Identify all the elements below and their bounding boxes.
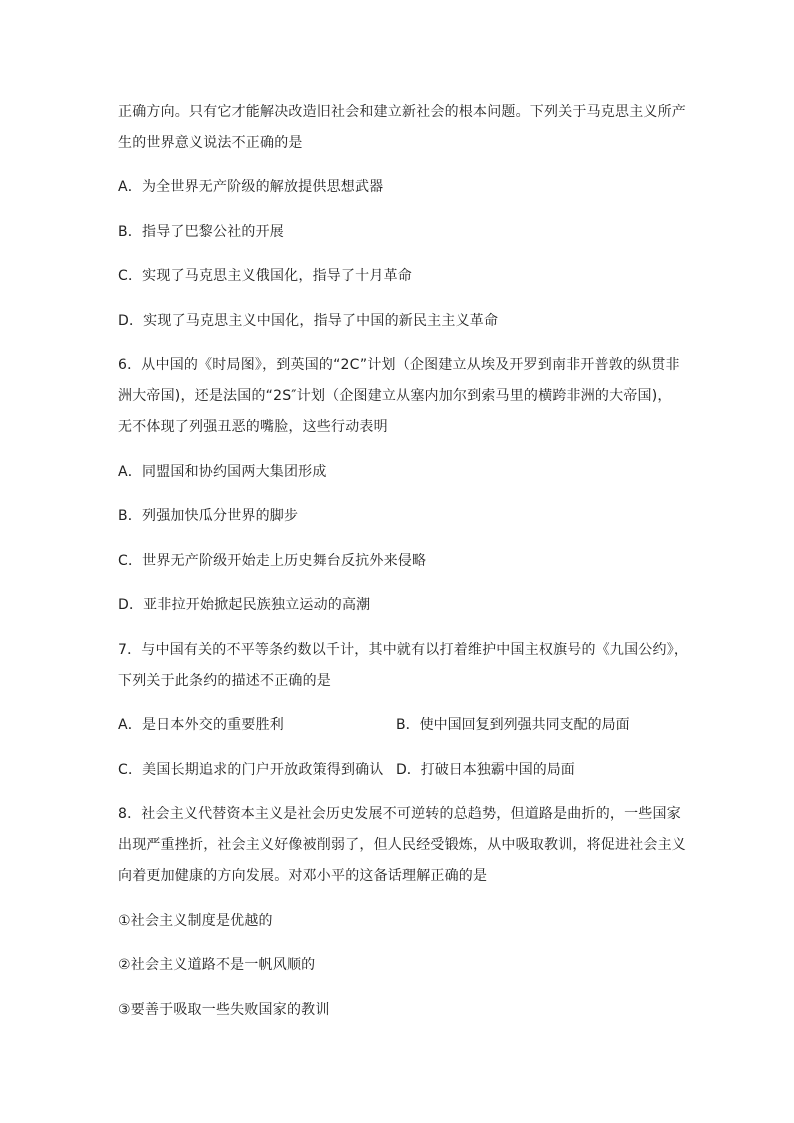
q6-option-a: A．同盟国和协约国两大集团形成: [118, 464, 327, 480]
q6-option-c: C．世界无产阶级开始走上历史舞台反抗外来侵略: [118, 553, 427, 569]
q6-option-d: D．亚非拉开始掀起民族独立运动的高潮: [118, 597, 371, 613]
q7-option-b: B．使中国回复到列强共同支配的局面: [396, 717, 630, 733]
q5-option-b: B．指导了巴黎公社的开展: [118, 224, 285, 240]
q5-text-line-2: 生的世界意义说法不正确的是: [118, 135, 303, 151]
q5-text-line-1: 正确方向。只有它才能解决改造旧社会和建立新社会的根本问题。下列关于马克思主义所产: [118, 104, 686, 120]
q7-text-line-2: 下列关于此条约的描述不正确的是: [118, 673, 331, 689]
q7-option-d: D．打破日本独霸中国的局面: [396, 762, 575, 778]
q8-item-1: ①社会主义制度是优越的: [118, 913, 273, 929]
q5-option-a: A．为全世界无产阶级的解放提供思想武器: [118, 179, 384, 195]
q5-option-c: C．实现了马克思主义俄国化，指导了十月革命: [118, 268, 412, 284]
q8-item-2: ②社会主义道路不是一帆风顺的: [118, 957, 316, 973]
q8-text-line-1: 8．社会主义代替资本主义是社会历史发展不可逆转的总趋势，但道路是曲折的，一些国家: [118, 806, 681, 822]
q7-option-a: A．是日本外交的重要胜利: [118, 717, 284, 733]
q6-option-b: B．列强加快瓜分世界的脚步: [118, 508, 299, 524]
q8-text-line-3: 向着更加健康的方向发展。对邓小平的这备话理解正确的是: [118, 868, 488, 884]
q6-text-line-3: 无不体现了列强丑恶的嘴脸，这些行动表明: [118, 419, 388, 435]
q8-item-3: ③要善于吸取一些失败国家的教训: [118, 1002, 330, 1018]
q8-text-line-2: 出现严重挫折，社会主义好像被削弱了，但人民经受锻炼，从中吸取教训，将促进社会主义: [118, 837, 686, 853]
q5-option-d: D．实现了马克思主义中国化，指导了中国的新民主主义革命: [118, 313, 499, 329]
q7-option-c: C．美国长期追求的门户开放政策得到确认: [118, 762, 384, 778]
q7-text-line-1: 7．与中国有关的不平等条约数以千计，其中就有以打着维护中国主权旗号的《九国公约》，: [118, 642, 689, 658]
q6-text-line-2: 洲大帝国)，还是法国的“2S″计划（企图建立从塞内加尔到索马里的横跨非洲的大帝国)，: [118, 388, 672, 404]
q6-text-line-1: 6．从中国的《时局图》，到英国的“2C”计划（企图建立从埃及开罗到南非开普敦的纵贯非: [118, 357, 680, 373]
